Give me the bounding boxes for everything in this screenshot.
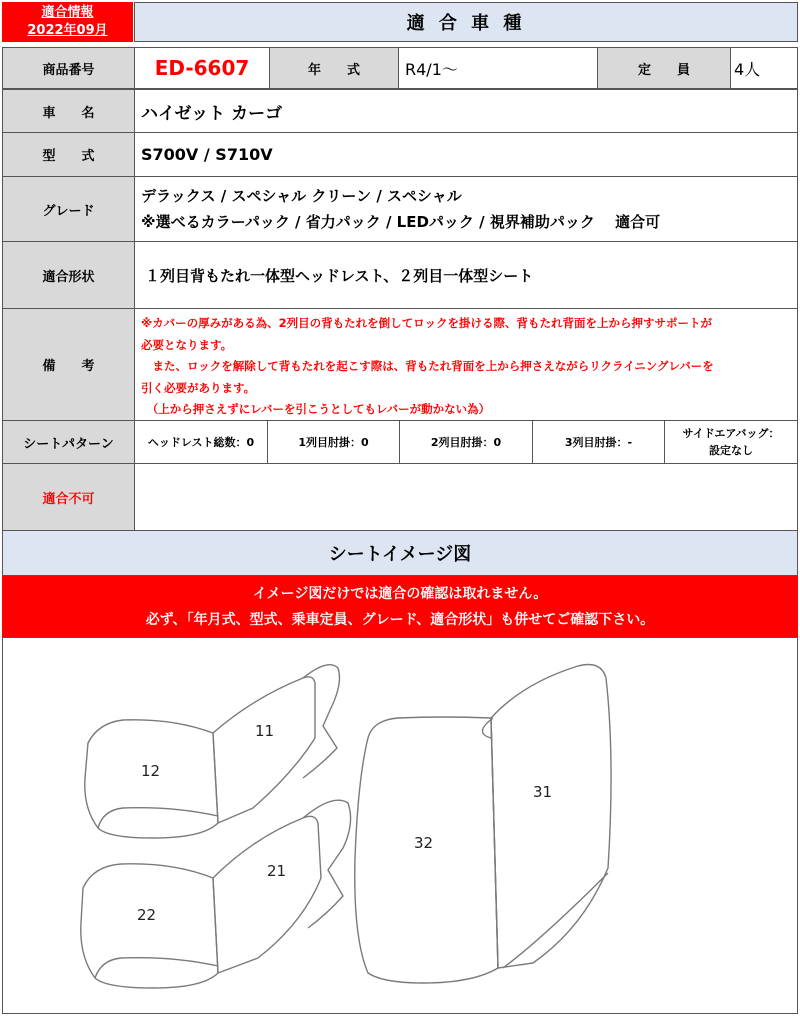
remarks-line-2: 必要となります。 [141,337,233,352]
fit-shape-label: 適合形状 [2,241,135,309]
seat-31-shape [491,665,611,969]
seat-21-headrest [303,800,351,928]
seat-22-shape [81,864,218,988]
fit-info-date: 2022年09月 [27,23,108,38]
product-code-label: 商品番号 [2,47,135,89]
warning-line-1: イメージ図だけでは適合の確認は取れません。 [252,586,548,602]
incompatible-label-text: 適合不可 [42,491,95,507]
fit-info-label: 適合情報 [41,5,94,20]
grade-line-2: ※選べるカラーパック / 省力パック / LEDパック / 視界補助パック 適合可 [141,213,661,231]
capacity-value: 4人 [730,47,798,89]
seat-label-21: 21 [267,862,287,880]
seat-image-title-text: シートイメージ図 [328,544,472,565]
seat-11-shape [213,677,315,823]
remarks-line-5: （上から押さえずにレバーを引こうとしてもレバーが動かない為） [141,402,491,416]
remarks-line-1: ※カバーの厚みがある為、2列目の背もたれを倒してロックを掛ける際、背もたれ背面を上から押すサポートが [141,316,712,330]
year-label: 年 式 [269,47,399,89]
row1-armrest: 1列目肘掛：0 [267,420,400,464]
car-name-label: 車 名 [2,89,135,133]
seat-label-31: 31 [533,783,553,801]
remarks-line-3: また、ロックを解除して背もたれを起こす際は、背もたれ背面を上から押さえながらリクライニングレバーを [141,359,714,373]
year-value: R4/1～ [398,47,598,89]
row2-armrest: 2列目肘掛：0 [399,420,533,464]
grade-label: グレード [2,176,135,242]
warning-line-2: 必ず、「年月式、型式、乗車定員、グレード、適合形状」も併せてご確認下さい。 [145,612,655,628]
seat-label-32: 32 [414,834,434,852]
headrest-total: ヘッドレスト総数：0 [134,420,268,464]
grade-line-1: デラックス / スペシャル クリーン / スペシャル [141,187,462,205]
seat-pattern-label: シートパターン [2,420,135,464]
page-title-text: 適 合 車 種 [406,13,526,34]
remarks-value [134,308,798,421]
incompatible-value [134,463,798,531]
model-value: S700V / S710V [134,132,798,177]
seat-21-shape [213,816,321,973]
seat-label-12: 12 [141,762,161,780]
side-airbag [664,420,798,464]
page-title [134,2,798,42]
seat-11-headrest [303,665,339,778]
remarks-line-4: 引く必要があります。 [141,380,256,395]
product-code-value [134,47,270,89]
seat-label-11: 11 [255,722,275,740]
remarks-label: 備 考 [2,308,135,421]
incompatible-label [2,463,135,531]
seat-diagram [3,638,797,1013]
side-airbag-label: サイドエアバッグ： [682,427,780,440]
warning-banner [2,576,798,638]
fit-info-badge [2,2,133,42]
row3-armrest: 3列目肘掛：- [532,420,665,464]
grade-value [134,176,798,242]
side-airbag-value: 設定なし [709,444,753,457]
model-label: 型 式 [2,132,135,177]
seat-illustration [2,637,798,1014]
fit-shape-value: １列目背もたれ一体型ヘッドレスト、２列目一体型シート [134,241,798,309]
product-code: ED-6607 [154,56,250,80]
seat-image-title [2,530,798,576]
car-name-value: ハイゼット カーゴ [134,89,798,133]
seat-label-22: 22 [137,906,157,924]
capacity-label: 定 員 [597,47,731,89]
